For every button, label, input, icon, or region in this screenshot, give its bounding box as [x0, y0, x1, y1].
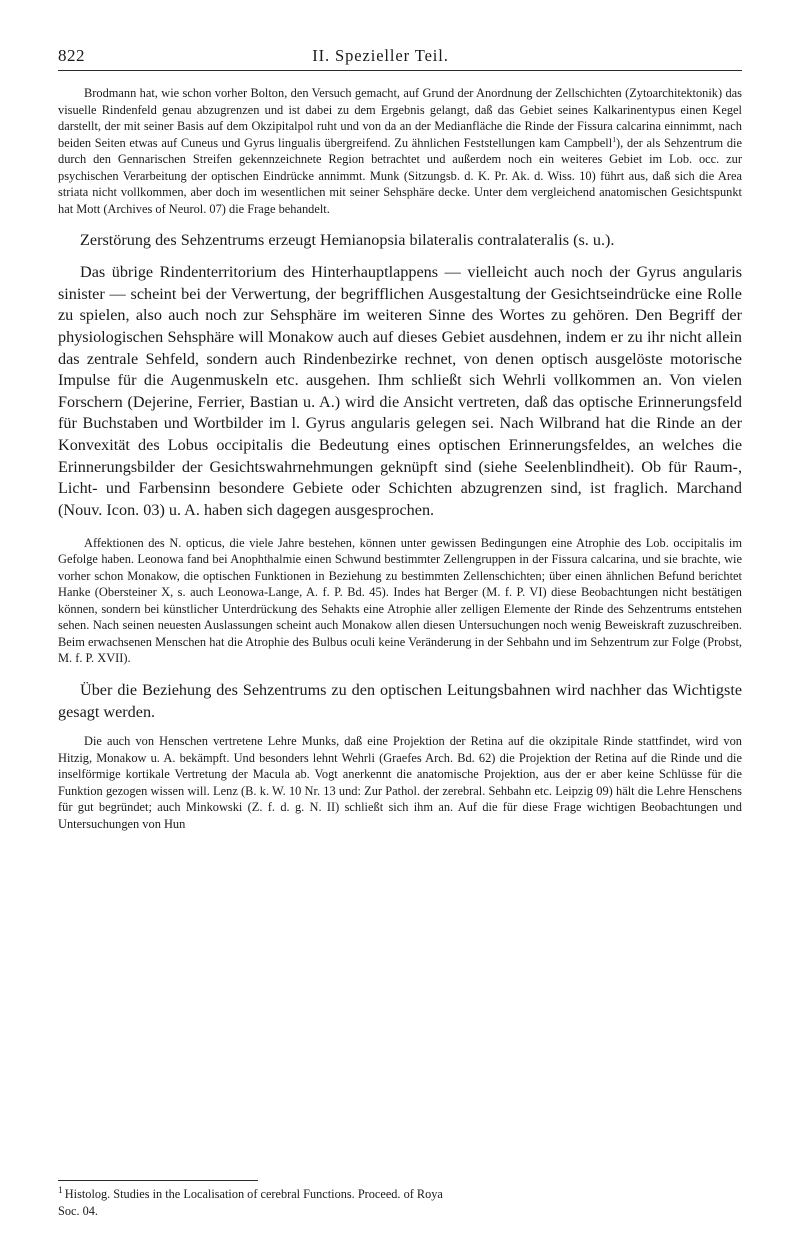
- brodmann-text-tail: ), der als Sehzentrum die durch den Gennarischen Streifen gekennzeichnete Region betrachtet und außerdem noch ein weiteres Gebiet im Lob. occ. zur psychischen Verarbeitung der optischen Eindrücke annimmt. Munk (Sitzungsb. d. K. Pr. Ak. d. Wiss. 10) führt aus, daß sich die Area striata nicht vollkommen, aber doch im wesentlichen mit seiner Sehsphäre decke. Unter dem vergleichend anatomischen Gesichtspunkt hat Mott (Archives of Neurol. 07) die Frage behandelt.: [58, 135, 742, 216]
- page-folio: 822: [58, 46, 85, 65]
- brodmann-text: Brodmann hat, wie schon vorher Bolton, den Versuch gemacht, auf Grund der Anordnung der Zellschichten (Zytoarchitektonik) das visuelle Rindenfeld genau abzugrenzen und ist dabei zu dem Ergebnis gelangt, daß das Gebiet seines Kalkarinentypus einen Kegel darstellt, der mit seiner Basis auf dem Okzipitalpol ruht und von da an der Medianfläche die Rinde der Fissura calcarina einnimmt, nach beiden Seiten etwas auf Cuneus und Gyrus lingualis übergreifend. Zu ähnlichen Feststellungen kam Campbell: [58, 86, 742, 150]
- brodmann-paragraph: [58, 85, 742, 217]
- header-rule: [58, 70, 742, 71]
- henschen-text: Die auch von Henschen vertretene Lehre Munks, daß eine Projektion der Retina auf die okzipitale Rinde stattfindet, wird von Hitzig, Monakow u. A. bekämpft. Und besonders lehnt Wehrli (Graefes Arch. Bd. 62) die Projektion der Retina auf die Rinde und die inselförmige kortikale Vertretung der Macula ab. Vogt anerkennt die anatomische Projektion, aus der er aber keine Schlüsse für die Funktion gezogen wissen will. Lenz (B. k. W. 10 Nr. 13 und: Zur Pathol. der zerebral. Sehbahn etc. Leipzig 09) hält die Lehre Henschens für gut begründet; auch Minkowski (Z. f. d. g. N. II) schließt sich ihm an. Auf die für diese Frage wichtigen Beobachtungen und Untersuchungen von Hun: [58, 734, 742, 831]
- footnote-marker: 1: [612, 134, 617, 144]
- main-text: Das übrige Rindenterritorium des Hinterhauptlappens — vielleicht auch noch der Gyrus angularis sinister — scheint bei der Verwertung, der begrifflichen Ausgestaltung der Gesichtseindrücke eine Rolle zu spielen, also auch noch zur Sehsphäre im weiteren Sinne des Wortes zu gehören. Den Begriff der physiologischen Sehsphäre will Monakow auch auf dieses Gebiet ausdehnen, indem er zu ihr nicht allein das zentrale Sehfeld, sondern auch Rindenbezirke rechnet, von denen optisch ausgelöste motorische Impulse für die Augenmuskeln etc. ausgehen. Ihm schließt sich Wehrli vollkommen an. Von vielen Forschern (Dejerine, Ferrier, Bastian u. A.) wird die Ansicht vertreten, daß das optische Erinnerungsfeld für Buchstaben und Wortbilder im l. Gyrus angularis gelegen sei. Nach Wilbrand hat die Rinde an der Konvexität des Lobus occipitalis die Bedeutung eines optischen Erinnerungsfeldes, an welches die Erinnerungsbilder der Gesichtswahrnehmungen geknüpft sind (siehe Seelenblindheit). Ob für Raum-, Licht- und Farbensinn besondere Gebiete oder Schichten abzugrenzen sind, ist fraglich. Marchand (Nouv. Icon. 03) u. A. haben sich dagegen ausgesprochen.: [58, 263, 742, 519]
- affektionen-text: Affektionen des N. opticus, die viele Jahre bestehen, können unter gewissen Bedingungen eine Atrophie des Lob. occipitalis im Gefolge haben. Leonowa fand bei Anophthalmie einen Schwund bestimmter Zellengruppen in der Fissura calcarina, und sie brachte, wie vorher schon Monakow, die optischen Funktionen in Beziehung zu bestimmten Zellenschichten; über einen ähnlichen Befund berichtet Hanke (Obersteiner X, s. auch Leonowa-Lange, A. f. P. Bd. 45). Indes hat Berger (M. f. P. VI) diese Beobachtungen nicht bestätigen können, sondern bei künstlicher Unterdrückung des Sehakts eine Atrophie aller zelligen Elemente der Rinde des Sehzentrums entstehen sehen. Nach seinen neuesten Auslassungen scheint auch Monakow allen diesen Untersuchungen noch wenig Beweiskraft zuzuschreiben. Beim erwachsenen Menschen hat die Atrophie des Bulbus oculi keine Veränderung in der Sehbahn und im Sehzentrum zur Folge (Probst, M. f. P. XVII).: [58, 535, 742, 666]
- footnote-number: 1: [58, 1185, 63, 1197]
- henschen-paragraph: [58, 733, 742, 832]
- footnote-rule: [58, 1180, 258, 1181]
- running-head: [58, 46, 742, 66]
- running-title: II. Spezieller Teil.: [312, 46, 449, 65]
- footnote-text: Histolog. Studies in the Localisation of cerebral Functions. Proceed. of Roya: [64, 1187, 443, 1202]
- footnote: [58, 1186, 742, 1219]
- ueber-paragraph: [58, 680, 742, 723]
- affektionen-paragraph: [58, 535, 742, 667]
- footnote-tail: Soc. 04.: [58, 1203, 98, 1218]
- zerstoerung-text: Zerstörung des Sehzentrums erzeugt Hemianopsia bilateralis contralateralis (s. u.).: [80, 231, 615, 250]
- zerstoerung-paragraph: [58, 230, 742, 252]
- ueber-text: Über die Beziehung des Sehzentrums zu den optischen Leitungsbahnen wird nachher das Wichtigste gesagt werden.: [58, 680, 742, 721]
- footnote-area: [58, 1180, 742, 1219]
- main-paragraph: [58, 262, 742, 522]
